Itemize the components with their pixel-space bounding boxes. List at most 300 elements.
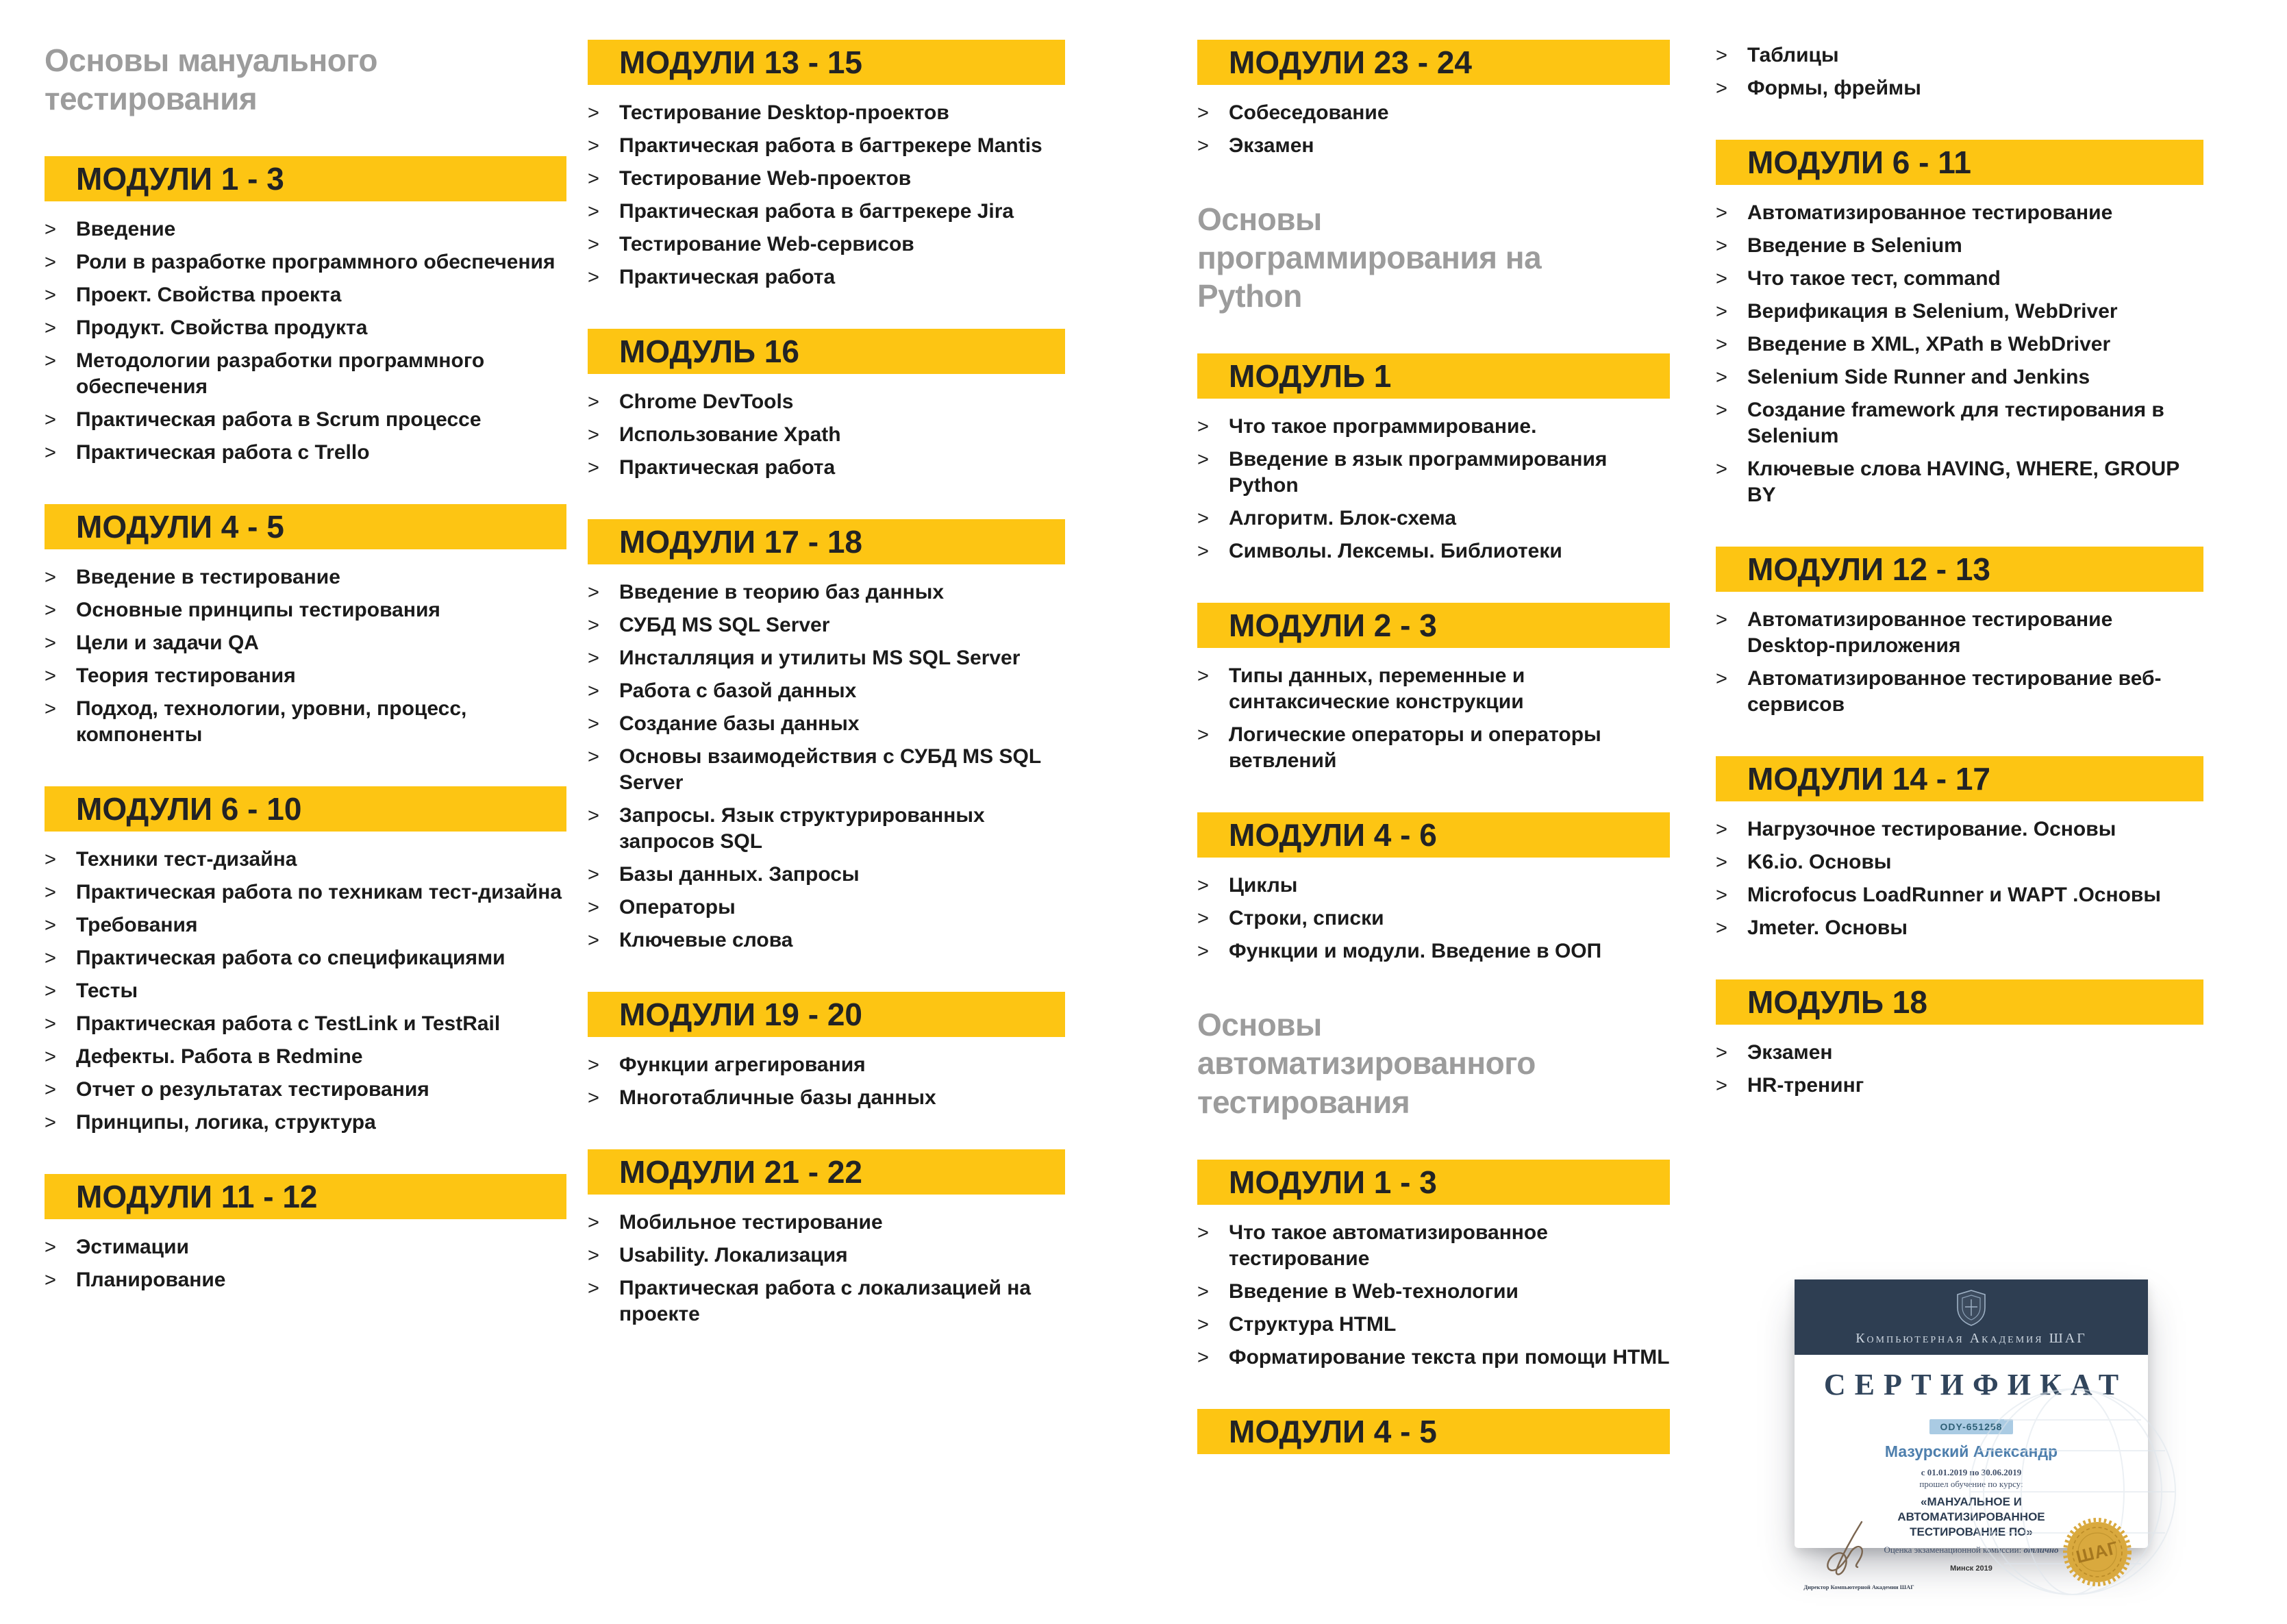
topic-text: Практическая работа с локализацией на проекте	[619, 1277, 1032, 1325]
chevron-bullet-icon: >	[45, 1269, 56, 1292]
course-label: прошел обучение по курсу:	[1919, 1479, 2023, 1489]
course-section-title: Основы мануального тестирования	[45, 42, 377, 117]
topic-text: Введение в XML, XPath в WebDriver	[1747, 333, 2111, 355]
topic-item	[1716, 299, 2203, 325]
topic-text: Selenium Side Runner and Jenkins	[1747, 366, 2090, 388]
topic-item	[1716, 882, 2203, 908]
topic-text: Практическая работа с Trello	[76, 441, 370, 464]
chevron-bullet-icon: >	[1197, 908, 1209, 930]
curriculum-column-3	[1197, 40, 1670, 1469]
topic-item	[1197, 1345, 1670, 1371]
module-header	[1716, 756, 2203, 801]
topic-item	[1197, 1220, 1670, 1272]
curriculum-column-4	[1716, 40, 2203, 1105]
topic-item	[588, 645, 1065, 671]
topic-text: Использование Xpath	[619, 423, 841, 446]
chevron-bullet-icon: >	[45, 218, 56, 241]
topic-text: Основные принципы тестирования	[76, 599, 440, 622]
topic-item	[588, 422, 1065, 448]
chevron-bullet-icon: >	[45, 1236, 56, 1259]
topic-text: Операторы	[619, 896, 736, 919]
topic-item	[1197, 873, 1670, 899]
signer-caption: Директор Компьютерной Академии ШАГ	[1803, 1584, 1914, 1590]
topic-item	[588, 166, 1065, 192]
topic-item	[45, 1011, 566, 1037]
topic-text: Требования	[76, 914, 198, 937]
topic-text: Циклы	[1229, 874, 1298, 897]
topic-text: Структура HTML	[1229, 1312, 1397, 1336]
topic-text: Что такое автоматизированное тестирование	[1229, 1221, 1548, 1270]
module-header	[45, 1174, 566, 1219]
chevron-bullet-icon: >	[45, 1079, 56, 1101]
topic-text: Создание framework для тестирования в Selenium	[1747, 399, 2164, 447]
chevron-bullet-icon: >	[45, 1112, 56, 1134]
topic-item	[45, 696, 566, 748]
module-title: МОДУЛИ 19 - 20	[619, 997, 863, 1032]
topic-item	[1716, 200, 2203, 226]
topic-item	[1197, 722, 1670, 774]
chevron-bullet-icon: >	[1716, 77, 1727, 99]
module-title: МОДУЛИ 1 - 3	[1229, 1164, 1437, 1200]
module-header	[1197, 603, 1670, 648]
topic-item	[45, 249, 566, 275]
topic-text: Эстимации	[76, 1236, 189, 1259]
topic-item	[588, 100, 1065, 126]
topic-text: Теория тестирования	[76, 664, 296, 688]
topic-item	[1197, 100, 1670, 126]
chevron-bullet-icon: >	[1716, 609, 1727, 631]
topic-item	[1716, 42, 2203, 68]
chevron-bullet-icon: >	[1716, 668, 1727, 690]
module-header	[45, 786, 566, 832]
chevron-bullet-icon: >	[1716, 45, 1727, 66]
module-header	[1716, 547, 2203, 592]
chevron-bullet-icon: >	[45, 566, 56, 589]
chevron-bullet-icon: >	[1716, 458, 1727, 480]
curriculum-column-1	[45, 40, 566, 1300]
course-section-title: Основы автоматизированного тестирования	[1197, 1007, 1536, 1120]
topic-item	[1197, 905, 1670, 932]
topic-item	[1716, 666, 2203, 718]
topic-text: Верификация в Selenium, WebDriver	[1747, 300, 2118, 323]
course-section-title: Основы программирования на Python	[1197, 201, 1542, 314]
topic-text: Введение	[76, 218, 176, 241]
topic-item	[45, 1267, 566, 1293]
chevron-bullet-icon: >	[1716, 1075, 1727, 1097]
topic-text: Ключевые слова HAVING, WHERE, GROUP BY	[1747, 458, 2179, 506]
chevron-bullet-icon: >	[588, 897, 599, 919]
chevron-bullet-icon: >	[588, 1054, 599, 1076]
chevron-bullet-icon: >	[1197, 416, 1209, 438]
topic-text: Алгоритм. Блок-схема	[1229, 507, 1457, 530]
topic-text: K6.io. Основы	[1747, 851, 1892, 873]
topic-text: Практическая работа	[619, 266, 836, 288]
topic-text: Практическая работа по техникам тест-дизайна	[76, 881, 562, 904]
topic-text: Ключевые слова	[619, 929, 793, 951]
topic-text: HR-тренинг	[1747, 1074, 1864, 1097]
topic-item	[45, 282, 566, 308]
topic-item	[588, 612, 1065, 638]
topic-text: Отчет о результатах тестирования	[76, 1078, 429, 1101]
chevron-bullet-icon: >	[1197, 940, 1209, 963]
module-header	[1197, 40, 1670, 85]
chevron-bullet-icon: >	[588, 168, 599, 190]
topic-text: Основы взаимодействия с СУБД MS SQL Server	[619, 745, 1041, 794]
topic-item	[588, 133, 1065, 159]
topic-text: Экзамен	[1229, 134, 1314, 157]
academy-name: Компьютерная Академия ШАГ	[1855, 1331, 2087, 1346]
topic-item	[588, 579, 1065, 605]
topic-item	[1716, 233, 2203, 259]
seal-text: ШАГ	[2073, 1536, 2121, 1567]
module-title: МОДУЛЬ 1	[1229, 358, 1392, 395]
topic-text: Строки, списки	[1229, 907, 1384, 930]
academy-crest-icon	[1953, 1288, 1990, 1327]
topic-text: Планирование	[76, 1269, 226, 1292]
chevron-bullet-icon: >	[588, 1277, 599, 1299]
topic-item	[588, 678, 1065, 704]
topic-item	[588, 895, 1065, 921]
chevron-bullet-icon: >	[588, 391, 599, 413]
topic-text: Chrome DevTools	[619, 390, 794, 413]
topic-item	[1716, 1073, 2203, 1099]
course-title: «МАНУАЛЬНОЕ И АВТОМАТИЗИРОВАННОЕ ТЕСТИРОВАНИЕ ПО»	[1897, 1495, 2045, 1539]
topic-text: Методологии разработки программного обеспечения	[76, 349, 485, 399]
chevron-bullet-icon: >	[45, 251, 56, 274]
chevron-bullet-icon: >	[1716, 399, 1727, 421]
curriculum-column-2	[588, 40, 1065, 1334]
topic-text: Тесты	[76, 979, 138, 1003]
topic-text: Формы, фреймы	[1747, 77, 1921, 99]
certificate-title: СЕРТИФИКАТ	[1823, 1368, 2128, 1401]
topic-text: Продукт. Свойства продукта	[76, 316, 368, 340]
topic-text: Введение в тестирование	[76, 566, 340, 589]
chevron-bullet-icon: >	[588, 929, 599, 951]
topic-item	[45, 847, 566, 873]
module-header	[1197, 1409, 1670, 1454]
module-header	[45, 156, 566, 201]
topic-item	[588, 862, 1065, 888]
city-year: Минск 2019	[1950, 1564, 1992, 1573]
chevron-bullet-icon: >	[45, 599, 56, 622]
topic-text: Техники тест-дизайна	[76, 848, 297, 871]
module-title: МОДУЛИ 14 - 17	[1747, 761, 1991, 797]
module-header	[45, 504, 566, 549]
topic-item	[1197, 1312, 1670, 1338]
topic-item	[45, 597, 566, 623]
topic-item	[1716, 849, 2203, 875]
topic-item	[1716, 915, 2203, 941]
topic-item	[1197, 133, 1670, 159]
topic-item	[45, 216, 566, 242]
globe-watermark	[1895, 1403, 2189, 1608]
chevron-bullet-icon: >	[45, 1013, 56, 1036]
topic-item	[1716, 1040, 2203, 1066]
topic-item	[45, 1044, 566, 1070]
topic-item	[588, 803, 1065, 855]
topic-text: Тестирование Web-проектов	[619, 167, 912, 190]
topic-item	[588, 1242, 1065, 1269]
chevron-bullet-icon: >	[1197, 135, 1209, 157]
topic-item	[1197, 447, 1670, 499]
topic-item	[1197, 505, 1670, 532]
topic-text: Логические операторы и операторы ветвлений	[1229, 723, 1601, 773]
topic-text: Цели и задачи QA	[76, 632, 259, 655]
topic-item	[1716, 332, 2203, 358]
topic-item	[45, 348, 566, 400]
chevron-bullet-icon: >	[588, 582, 599, 603]
chevron-bullet-icon: >	[45, 914, 56, 937]
module-title: МОДУЛИ 4 - 5	[76, 509, 284, 545]
chevron-bullet-icon: >	[45, 442, 56, 464]
topic-item	[1716, 397, 2203, 449]
topic-item	[588, 1052, 1065, 1078]
chevron-bullet-icon: >	[1197, 449, 1209, 471]
topic-text: Введение в язык программирования Python	[1229, 448, 1608, 497]
topic-text: Типы данных, переменные и синтаксические конструкции	[1229, 664, 1525, 714]
topic-item	[1197, 938, 1670, 964]
chevron-bullet-icon: >	[45, 980, 56, 1003]
topic-item	[1716, 364, 2203, 390]
chevron-bullet-icon: >	[1716, 235, 1727, 257]
chevron-bullet-icon: >	[1197, 102, 1209, 124]
chevron-bullet-icon: >	[1716, 202, 1727, 224]
topic-item	[588, 1275, 1065, 1327]
chevron-bullet-icon: >	[1716, 884, 1727, 906]
topic-item	[1716, 456, 2203, 508]
module-title: МОДУЛИ 4 - 6	[1229, 817, 1437, 853]
chevron-bullet-icon: >	[1716, 301, 1727, 323]
chevron-bullet-icon: >	[1197, 540, 1209, 563]
topic-text: Собеседование	[1229, 101, 1389, 124]
chevron-bullet-icon: >	[588, 424, 599, 446]
topic-item	[588, 1085, 1065, 1111]
chevron-bullet-icon: >	[1716, 366, 1727, 388]
chevron-bullet-icon: >	[1716, 1042, 1727, 1064]
topic-text: Роли в разработке программного обеспечения	[76, 251, 555, 274]
chevron-bullet-icon: >	[588, 135, 599, 157]
topic-text: Принципы, логика, структура	[76, 1111, 376, 1134]
chevron-bullet-icon: >	[45, 849, 56, 871]
topic-item	[45, 630, 566, 656]
chevron-bullet-icon: >	[1716, 819, 1727, 840]
chevron-bullet-icon: >	[588, 614, 599, 636]
topic-text: Практическая работа в багтрекере Mantis	[619, 134, 1042, 157]
chevron-bullet-icon: >	[1197, 875, 1209, 897]
topic-item	[588, 264, 1065, 290]
chevron-bullet-icon: >	[588, 746, 599, 768]
module-title: МОДУЛИ 12 - 13	[1747, 551, 1991, 587]
chevron-bullet-icon: >	[588, 457, 599, 479]
topic-text: Практическая работа в багтрекере Jira	[619, 200, 1014, 223]
topic-item	[588, 711, 1065, 737]
module-title: МОДУЛИ 6 - 11	[1747, 145, 1971, 180]
topic-item	[588, 455, 1065, 481]
topic-item	[45, 1110, 566, 1136]
chevron-bullet-icon: >	[588, 713, 599, 735]
chevron-bullet-icon: >	[588, 1087, 599, 1109]
chevron-bullet-icon: >	[45, 698, 56, 721]
topic-text: Создание базы данных	[619, 712, 860, 735]
certificate-body	[1795, 1355, 2148, 1590]
chevron-bullet-icon: >	[45, 665, 56, 688]
chevron-bullet-icon: >	[588, 680, 599, 702]
chevron-bullet-icon: >	[588, 805, 599, 827]
topic-item	[45, 564, 566, 590]
topic-item	[588, 927, 1065, 953]
topic-text: СУБД MS SQL Server	[619, 614, 830, 636]
chevron-bullet-icon: >	[45, 947, 56, 970]
chevron-bullet-icon: >	[1197, 665, 1209, 688]
topic-text: Практическая работа со спецификациями	[76, 947, 505, 970]
module-header	[1716, 979, 2203, 1025]
topic-text: Что такое программирование.	[1229, 415, 1537, 438]
module-title: МОДУЛИ 23 - 24	[1229, 45, 1473, 80]
module-header	[1716, 140, 2203, 185]
topic-text: Дефекты. Работа в Redmine	[76, 1045, 363, 1069]
chevron-bullet-icon: >	[45, 317, 56, 340]
chevron-bullet-icon: >	[45, 1046, 56, 1069]
topic-text: Многотабличные базы данных	[619, 1086, 936, 1109]
signature	[1814, 1518, 1889, 1581]
topic-text: Мобильное тестирование	[619, 1211, 883, 1234]
topic-item	[1716, 266, 2203, 292]
module-title: МОДУЛИ 11 - 12	[76, 1179, 318, 1215]
topic-text: Введение в Web-технологии	[1229, 1279, 1519, 1303]
topic-item	[1716, 816, 2203, 842]
module-title: МОДУЛИ 2 - 3	[1229, 608, 1437, 644]
topic-item	[45, 1077, 566, 1103]
module-title: МОДУЛИ 17 - 18	[619, 524, 863, 560]
topic-text: Jmeter. Основы	[1747, 916, 1908, 939]
chevron-bullet-icon: >	[45, 284, 56, 307]
topic-item	[1197, 538, 1670, 564]
topic-text: Тестирование Desktop-проектов	[619, 101, 949, 124]
chevron-bullet-icon: >	[1716, 334, 1727, 355]
topic-item	[588, 744, 1065, 796]
chevron-bullet-icon: >	[588, 234, 599, 255]
chevron-bullet-icon: >	[588, 1212, 599, 1234]
module-title: МОДУЛИ 6 - 10	[76, 791, 302, 827]
topic-text: Автоматизированное тестирование	[1747, 201, 2113, 224]
certificate-header	[1795, 1279, 2148, 1355]
chevron-bullet-icon: >	[1197, 1346, 1209, 1369]
topic-item	[1716, 607, 2203, 659]
module-header	[1197, 1160, 1670, 1205]
topic-item	[588, 232, 1065, 258]
topic-text: Практическая работа с TestLink и TestRail	[76, 1012, 501, 1036]
module-title: МОДУЛЬ 16	[619, 334, 799, 369]
module-header	[588, 40, 1065, 85]
certificate-image	[1795, 1279, 2148, 1590]
topic-text: Символы. Лексемы. Библиотеки	[1229, 540, 1562, 563]
topic-text: Microfocus LoadRunner и WAPT .Основы	[1747, 884, 2161, 906]
topic-item	[45, 945, 566, 971]
topic-text: Подход, технологии, уровни, процесс, компоненты	[76, 697, 467, 747]
topic-item	[45, 440, 566, 466]
chevron-bullet-icon: >	[1197, 508, 1209, 530]
certificate-number-badge: ODY-651258	[1929, 1419, 2014, 1434]
topic-item	[45, 879, 566, 905]
module-title: МОДУЛИ 13 - 15	[619, 45, 863, 80]
module-header	[1197, 812, 1670, 858]
chevron-bullet-icon: >	[588, 201, 599, 223]
topic-text: Автоматизированное тестирование Desktop-приложения	[1747, 608, 2113, 657]
student-name: Мазурский Александр	[1884, 1442, 2058, 1460]
topic-text: Автоматизированное тестирование веб-сервисов	[1747, 667, 2162, 716]
topic-item	[45, 315, 566, 341]
chevron-bullet-icon: >	[45, 882, 56, 904]
module-header	[588, 329, 1065, 374]
topic-text: Базы данных. Запросы	[619, 863, 860, 886]
training-period: с 01.01.2019 по 30.06.2019	[1921, 1467, 2022, 1477]
chevron-bullet-icon: >	[45, 350, 56, 373]
chevron-bullet-icon: >	[588, 102, 599, 124]
topic-text: Usability. Локализация	[619, 1244, 848, 1266]
topic-text: Таблицы	[1747, 44, 1839, 66]
module-title: МОДУЛИ 21 - 22	[619, 1154, 863, 1190]
chevron-bullet-icon: >	[588, 266, 599, 288]
topic-text: Экзамен	[1747, 1041, 1833, 1064]
topic-text: Функции и модули. Введение в ООП	[1229, 940, 1602, 963]
topic-text: Функции агрегирования	[619, 1053, 866, 1076]
module-header	[1197, 353, 1670, 399]
chevron-bullet-icon: >	[45, 409, 56, 432]
topic-text: Инсталляция и утилиты MS SQL Server	[619, 647, 1021, 669]
topic-text: Тестирование Web-сервисов	[619, 233, 914, 255]
topic-text: Нагрузочное тестирование. Основы	[1747, 818, 2116, 840]
module-title: МОДУЛИ 4 - 5	[1229, 1413, 1437, 1449]
topic-item	[1197, 414, 1670, 440]
topic-text: Форматирование текста при помощи HTML	[1229, 1345, 1670, 1369]
topic-item	[588, 1210, 1065, 1236]
chevron-bullet-icon: >	[588, 647, 599, 669]
chevron-bullet-icon: >	[1197, 724, 1209, 747]
chevron-bullet-icon: >	[1197, 1221, 1209, 1244]
module-title: МОДУЛЬ 18	[1747, 984, 1927, 1020]
chevron-bullet-icon: >	[1716, 917, 1727, 939]
topic-item	[45, 912, 566, 938]
module-title: МОДУЛИ 1 - 3	[76, 161, 284, 197]
topic-item	[45, 663, 566, 689]
topic-item	[45, 407, 566, 433]
module-header	[588, 519, 1065, 564]
chevron-bullet-icon: >	[588, 1245, 599, 1266]
topic-text: Введение в теорию баз данных	[619, 581, 945, 603]
chevron-bullet-icon: >	[588, 864, 599, 886]
topic-text: Работа с базой данных	[619, 679, 857, 702]
topic-text: Практическая работа	[619, 456, 836, 479]
topic-item	[1716, 75, 2203, 101]
grade-label: Оценка экзаменационной комиссии:	[1884, 1545, 2022, 1556]
topic-item	[45, 1234, 566, 1260]
topic-text: Что такое тест, command	[1747, 267, 2001, 290]
grade-value: отлично	[2023, 1545, 2059, 1556]
chevron-bullet-icon: >	[45, 632, 56, 655]
chevron-bullet-icon: >	[1197, 1280, 1209, 1303]
topic-item	[1197, 663, 1670, 715]
topic-text: Введение в Selenium	[1747, 234, 1962, 257]
module-header	[588, 992, 1065, 1037]
chevron-bullet-icon: >	[1716, 268, 1727, 290]
topic-text: Проект. Свойства проекта	[76, 284, 342, 307]
topic-item	[588, 389, 1065, 415]
topic-item	[588, 199, 1065, 225]
topic-item	[1197, 1279, 1670, 1305]
chevron-bullet-icon: >	[1197, 1313, 1209, 1336]
topic-item	[45, 978, 566, 1004]
module-header	[588, 1149, 1065, 1195]
